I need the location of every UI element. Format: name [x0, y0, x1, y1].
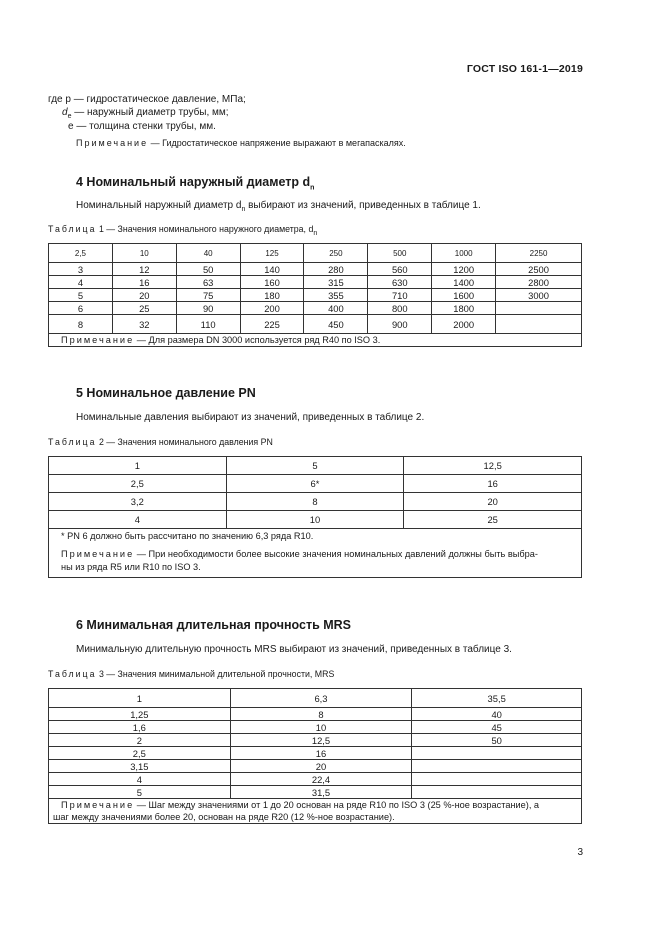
- table-cell: 20: [112, 289, 176, 302]
- table-cell: 5: [226, 457, 404, 475]
- table-2-nominal-pressure: [48, 456, 582, 578]
- table-cell: [412, 773, 582, 786]
- table-cell: 3,15: [49, 760, 231, 773]
- table-cell: 710: [368, 289, 432, 302]
- table-row: [49, 263, 582, 276]
- legend-line-thickness: e — толщина стенки трубы, мм.: [68, 121, 216, 132]
- section-6-intro: Минимальную длительную прочность MRS выбирают из значений, приведенных в таблице 3.: [76, 644, 512, 655]
- table-row: [49, 734, 582, 747]
- table-cell: 180: [240, 289, 304, 302]
- table-cell: 3: [49, 263, 113, 276]
- table-cell: 8: [230, 708, 412, 721]
- table-cell: 22,4: [230, 773, 412, 786]
- legend-line-pressure: где p — гидростатическое давление, МПа;: [48, 94, 246, 105]
- legend-line-diameter: $d_e$ — наружный диаметр трубы, мм;: [62, 107, 229, 120]
- table-cell: 16: [404, 475, 582, 493]
- table-2-footnote: [49, 529, 582, 544]
- table-3-note: [49, 799, 582, 824]
- table-cell: 800: [368, 302, 432, 315]
- table-cell: 400: [304, 302, 368, 315]
- table-row: [49, 289, 582, 302]
- table-cell: 280: [304, 263, 368, 276]
- table-cell: 1800: [432, 302, 496, 315]
- table-cell: 5: [49, 289, 113, 302]
- table-cell: 50: [176, 263, 240, 276]
- table-cell: 6: [49, 302, 113, 315]
- table-cell: 2: [49, 734, 231, 747]
- table-row: [49, 315, 582, 334]
- table-2-note-text: Примечание — При необходимости более высокие значения номинальных давлений должны быть выбра- ны из ряда R5 или R10 по ISO 3.: [49, 543, 582, 578]
- table-cell: 20: [404, 493, 582, 511]
- table-cell: 2000: [432, 315, 496, 334]
- table-cell: 4: [49, 511, 227, 529]
- table-cell: 160: [240, 276, 304, 289]
- table-cell: 315: [304, 276, 368, 289]
- table-cell: 225: [240, 315, 304, 334]
- table-2-note: [49, 543, 582, 578]
- table-row: [49, 760, 582, 773]
- table-cell: 1400: [432, 276, 496, 289]
- section-4-intro: Номинальный наружный диаметр $d_n$ выбирают из значений, приведенных в таблице 1.: [76, 200, 481, 213]
- table-cell: 5: [49, 786, 231, 799]
- table-cell: 25: [112, 302, 176, 315]
- table-2-caption: Таблица 2 — Значения номинального давления PN: [48, 437, 273, 447]
- section-6-title: 6 Минимальная длительная прочность MRS: [76, 618, 352, 632]
- table-cell: 50: [412, 734, 582, 747]
- section-4-title: 4 Номинальный наружный диаметр $d_n$: [76, 175, 315, 192]
- table-cell: 2800: [496, 276, 582, 289]
- table-cell: 2,5: [49, 244, 113, 263]
- table-cell: 45: [412, 721, 582, 734]
- table-cell: 20: [230, 760, 412, 773]
- table-cell: 10: [112, 244, 176, 263]
- table-1-note: [49, 334, 582, 347]
- table-3-caption: Таблица 3 — Значения минимальной длительной прочности, MRS: [48, 669, 335, 679]
- table-row: [49, 708, 582, 721]
- table-cell: 40: [176, 244, 240, 263]
- table-cell: 12: [112, 263, 176, 276]
- table-2-footnote-text: * PN 6 должно быть рассчитано по значению 6,3 ряда R10.: [49, 529, 582, 544]
- table-cell: 12,5: [230, 734, 412, 747]
- table-cell: 450: [304, 315, 368, 334]
- table-row: [49, 302, 582, 315]
- table-cell: 35,5: [412, 689, 582, 708]
- table-cell: 2250: [496, 244, 582, 263]
- table-cell: 40: [412, 708, 582, 721]
- table-cell: [412, 747, 582, 760]
- table-cell: 1,6: [49, 721, 231, 734]
- table-cell: [412, 760, 582, 773]
- table-cell: 1,25: [49, 708, 231, 721]
- table-cell: 16: [112, 276, 176, 289]
- table-cell: 630: [368, 276, 432, 289]
- table-row: [49, 511, 582, 529]
- legend-note: Примечание — Гидростатическое напряжение выражают в мегапаскалях.: [76, 138, 406, 148]
- table-cell: 25: [404, 511, 582, 529]
- table-3-mrs: [48, 688, 582, 824]
- table-cell: 125: [240, 244, 304, 263]
- table-cell: 355: [304, 289, 368, 302]
- table-cell: 4: [49, 276, 113, 289]
- table-row: [49, 244, 582, 263]
- table-cell: 140: [240, 263, 304, 276]
- table-cell: 200: [240, 302, 304, 315]
- table-cell: 2,5: [49, 747, 231, 760]
- table-cell: 10: [230, 721, 412, 734]
- table-cell: 2,5: [49, 475, 227, 493]
- table-cell: 3000: [496, 289, 582, 302]
- table-1-nominal-diameter: [48, 243, 582, 347]
- table-cell: 1200: [432, 263, 496, 276]
- table-row: [49, 276, 582, 289]
- table-cell: 3,2: [49, 493, 227, 511]
- document-id: ГОСТ ISO 161-1—2019: [466, 63, 583, 75]
- table-cell: 90: [176, 302, 240, 315]
- table-cell: 75: [176, 289, 240, 302]
- table-3-note-text: Примечание — Шаг между значениями от 1 до 20 основан на ряде R10 по ISO 3 (25 %-ное возрастание), а шаг между значениями более 20, основан на ряде R20 (12 %-ное возрастание).: [49, 799, 582, 824]
- table-cell: 500: [368, 244, 432, 263]
- table-cell: 31,5: [230, 786, 412, 799]
- table-cell: [496, 315, 582, 334]
- table-cell: 110: [176, 315, 240, 334]
- table-row: [49, 721, 582, 734]
- table-cell: 250: [304, 244, 368, 263]
- table-cell: 900: [368, 315, 432, 334]
- table-cell: 63: [176, 276, 240, 289]
- table-cell: 12,5: [404, 457, 582, 475]
- table-cell: 1600: [432, 289, 496, 302]
- table-cell: 10: [226, 511, 404, 529]
- table-cell: 2500: [496, 263, 582, 276]
- table-cell: 32: [112, 315, 176, 334]
- table-row: [49, 786, 582, 799]
- table-cell: 6*: [226, 475, 404, 493]
- table-row: [49, 747, 582, 760]
- table-row: [49, 457, 582, 475]
- table-cell: 4: [49, 773, 231, 786]
- table-cell: [412, 786, 582, 799]
- table-row: [49, 475, 582, 493]
- table-cell: 16: [230, 747, 412, 760]
- table-row: [49, 493, 582, 511]
- table-1-note-text: Примечание — Для размера DN 3000 используется ряд R40 по ISO 3.: [49, 334, 582, 347]
- table-cell: 6,3: [230, 689, 412, 708]
- table-cell: [496, 302, 582, 315]
- table-row: [49, 773, 582, 786]
- table-row: [49, 689, 582, 708]
- page-number: 3: [577, 847, 583, 858]
- table-cell: 1000: [432, 244, 496, 263]
- table-cell: 1: [49, 457, 227, 475]
- section-5-intro: Номинальные давления выбирают из значений, приведенных в таблице 2.: [76, 412, 425, 423]
- table-1-caption: Таблица 1 — Значения номинального наружного диаметра, $d_n$: [48, 224, 318, 237]
- table-cell: 560: [368, 263, 432, 276]
- table-cell: 8: [49, 315, 113, 334]
- section-5-title: 5 Номинальное давление PN: [76, 386, 256, 400]
- table-cell: 8: [226, 493, 404, 511]
- table-cell: 1: [49, 689, 231, 708]
